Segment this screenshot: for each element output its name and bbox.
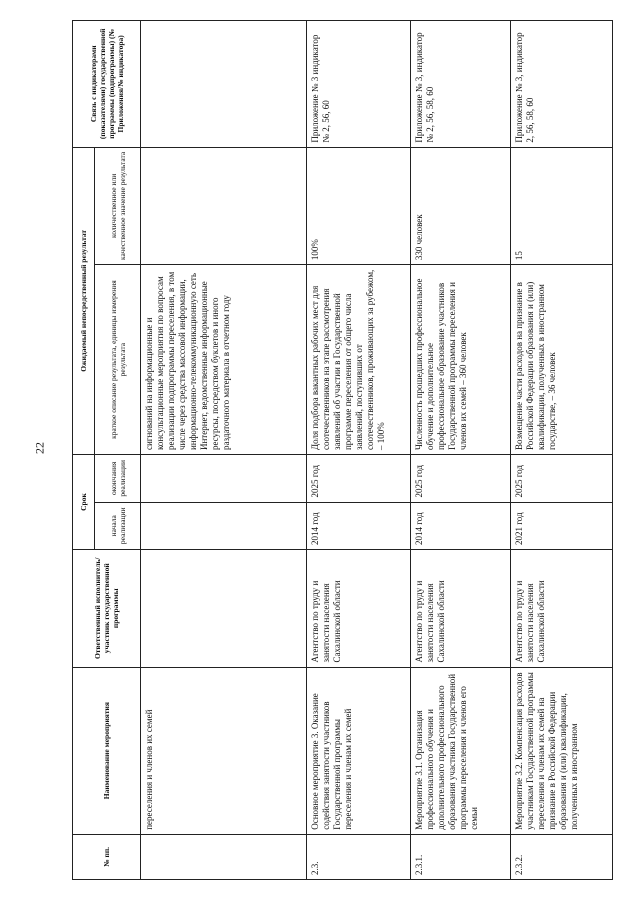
cell-value	[141, 147, 307, 265]
cell-value: 100%	[307, 147, 411, 265]
cell-desc: Численность прошедших профессиональное обучение и дополнительное профессиональное образование участников Государственной программы переселения и членов их семей – 360 человек	[411, 265, 511, 455]
cell-end	[141, 455, 307, 502]
table-row	[411, 21, 511, 880]
table-row	[511, 21, 613, 880]
header-link: Связь с индикаторами (показателями) государственной программы (подпрограммы) (№ Приложения/№ индикатора)	[73, 21, 141, 148]
table-row	[307, 21, 411, 880]
header-term-start: начала реализации	[95, 502, 141, 549]
cell-name: Мероприятие 3.1. Организация профессионального обучения и дополнительного профессионального образования участника Государственной программы переселения и членов его семьи	[411, 667, 511, 834]
cell-desc: Возмещение части расходов на признание в Российской Федерации образования и (или) квалификации, полученных в иностранном государстве, – 36 человек	[511, 265, 613, 455]
table-row	[141, 21, 307, 880]
cell-value: 15	[511, 147, 613, 265]
header-name: Наименование мероприятия	[73, 667, 141, 834]
cell-responsible: Агентство по труду и занятости населения Сахалинской области	[411, 550, 511, 668]
rotated-table-container	[72, 20, 612, 880]
page-number: 22	[32, 442, 47, 454]
header-responsible: Ответственный исполнитель/участник государственной программы	[73, 550, 141, 668]
cell-start: 2021 год	[511, 502, 613, 549]
cell-num: 2.3.1.	[411, 834, 511, 879]
cell-end: 2025 год	[411, 455, 511, 502]
cell-name: переселения и членов их семей	[141, 667, 307, 834]
cell-num: 2.3.	[307, 834, 411, 879]
cell-start	[141, 502, 307, 549]
header-num: № пп.	[73, 834, 141, 879]
cell-num: 2.3.2.	[511, 834, 613, 879]
cell-responsible: Агентство по труду и занятости населения Сахалинской области	[307, 550, 411, 668]
cell-desc: Доля подбора вакантных рабочих мест для соотечественников на этапе рассмотрения заявлений об участии в Государственной программе переселения от общего числа заявлений, поступивших от соотечественников, проживающих за рубежом, – 100%	[307, 265, 411, 455]
cell-start: 2014 год	[411, 502, 511, 549]
cell-num	[141, 834, 307, 879]
header-expected-desc: краткое описание результата, единицы измерения результата	[95, 265, 141, 455]
header-expected: Ожидаемый непосредственный результат	[73, 147, 95, 454]
cell-link: Приложение № 3 индикатор № 2, 56, 60	[307, 21, 411, 148]
header-term-end: окончания реализации	[95, 455, 141, 502]
measures-table	[72, 20, 613, 880]
cell-name: Основное мероприятие 3. Оказание содействия занятости участников Государственной программы переселения и членам их семей	[307, 667, 411, 834]
cell-end: 2025 год	[511, 455, 613, 502]
cell-responsible	[141, 550, 307, 668]
header-expected-value: количественное или качественное значение результата	[95, 147, 141, 265]
cell-start: 2014 год	[307, 502, 411, 549]
cell-responsible: Агентство по труду и занятости населения Сахалинской области	[511, 550, 613, 668]
cell-value: 330 человек	[411, 147, 511, 265]
cell-name: Мероприятие 3.2. Компенсация расходов участникам Государственной программы переселения и членам их семей на признание в Российской Федерации образования и (или) квалификации, полученных в иностранном	[511, 667, 613, 834]
cell-link	[141, 21, 307, 148]
cell-link: Приложение № 3, индикатор 2, 56, 58, 60	[511, 21, 613, 148]
cell-end: 2025 год	[307, 455, 411, 502]
header-term: Срок	[73, 455, 95, 550]
cell-link: Приложение № 3, индикатор № 2, 56, 58, 60	[411, 21, 511, 148]
cell-desc: сигнований на информационные и консультационные мероприятия по вопросам реализации подпрограммы переселения, в том числе через средства массовой информации, информационно-телекоммуникационную сеть Интернет, ведомственные информационные ресурсы, посредством буклетов и иного раздаточного материала в отчетном году	[141, 265, 307, 455]
